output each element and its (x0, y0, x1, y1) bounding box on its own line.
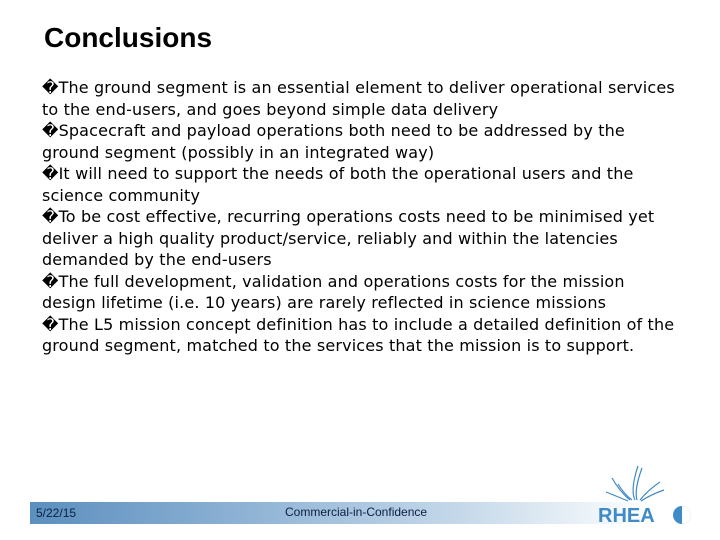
bullet-glyph: � (42, 207, 59, 226)
bullet-glyph: � (42, 271, 59, 291)
bullet-item (42, 314, 682, 357)
bullet-item (42, 271, 682, 314)
footer-date: 5/22/15 (36, 506, 77, 520)
bullet-glyph: � (42, 78, 59, 97)
bullet-text: It will need to support the needs of both the operational users and the science community (42, 164, 634, 205)
bullet-text: The L5 mission concept definition has to include a detailed definition of the ground segment, matched to the services that the mission is to support. (42, 314, 675, 355)
logo-text: RHEA (598, 505, 655, 527)
bullet-text: The full development, validation and operations costs for the mission design lifetime (i.e. 10 years) are rarely reflected in science missions (42, 271, 625, 312)
logo-rays-icon (606, 466, 664, 501)
bullet-text: The ground segment is an essential element to deliver operational services to the end-users, and goes beyond simple data delivery (42, 78, 675, 119)
bullet-item (42, 163, 682, 206)
bullet-glyph: � (42, 121, 59, 140)
rhea-logo (590, 460, 700, 530)
bullet-text: Spacecraft and payload operations both need to be addressed by the ground segment (possibly in an integrated way) (42, 121, 625, 162)
bullet-item (42, 206, 682, 271)
bullet-text: To be cost effective, recurring operations costs need to be minimised yet deliver a high quality product/service, reliably and within the latencies demanded by the end-users (42, 207, 655, 269)
bullet-item (42, 120, 682, 163)
bullet-item (42, 77, 682, 120)
footer-confidentiality: Commercial-in-Confidence (285, 505, 428, 519)
slide-title: Conclusions (44, 22, 213, 53)
bullet-list (42, 77, 682, 357)
bullet-glyph: � (42, 314, 59, 334)
bullet-glyph: � (42, 164, 59, 183)
